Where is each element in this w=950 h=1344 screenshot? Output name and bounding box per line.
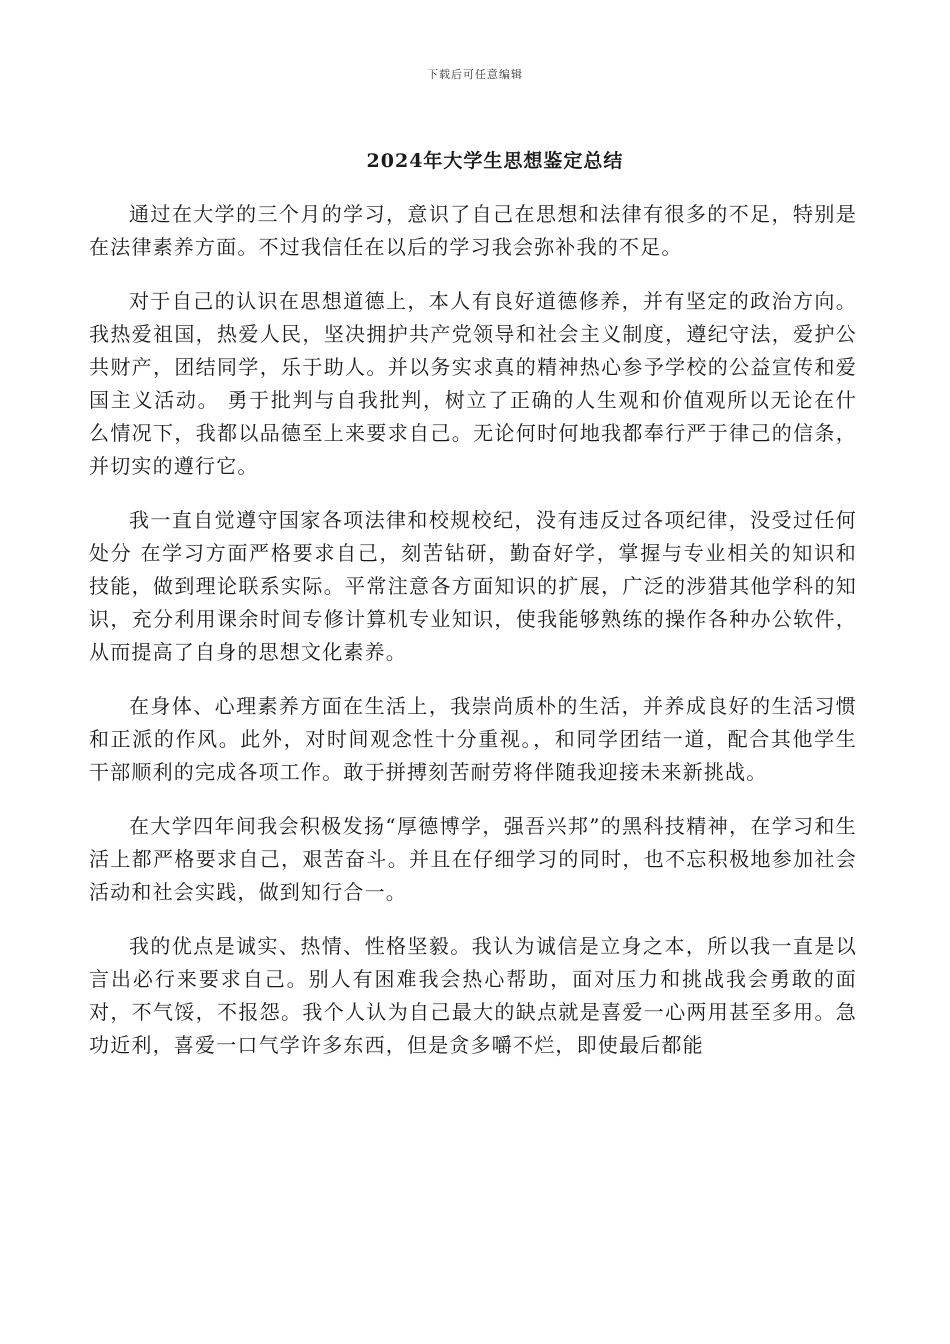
paragraph-1: 通过在大学的三个月的学习，意识了自己在思想和法律有很多的不足，特别是在法律素养方面。不过我信任在以后的学习我会弥补我的不足。 [89,202,857,259]
paragraph-3: 我一直自觉遵守国家各项法律和校规校纪，没有违反过各项纪律，没受过任何处分 在学习方面严格要求自己，刻苦钻研，勤奋好学，掌握与专业相关的知识和技能，做到理论联系实际。平常注意各方面知识的扩展，广泛的涉猎其他学科的知识，充分利用课余时间专修计算机专业知识，使我能够熟练的操作各种办公软件，从而提高了自身的思想文化素养。 [89,508,857,664]
paragraph-5: 在大学四年间我会积极发扬“厚德博学，强吾兴邦”的黑科技精神，在学习和生活上都严格要求自己，艰苦奋斗。并且在仔细学习的同时，也不忘积极地参加社会活动和社会实践，做到知行合一。 [89,814,857,904]
document-body [89,198,857,1083]
document-title: 2024年大学生思想鉴定总结 [366,150,624,172]
paragraph-6: 我的优点是诚实、热情、性格坚毅。我认为诚信是立身之本，所以我一直是以言出必行来要求自己。别人有困难我会热心帮助，面对压力和挑战我会勇敢的面对，不气馁，不报怨。我个人认为自己最大的缺点就是喜爱一心两用甚至多用。急功近利，喜爱一口气学许多东西，但是贪多嚼不烂，即使最后都能 [89,934,857,1057]
paragraph-4: 在身体、心理素养方面在生活上，我崇尚质朴的生活，并养成良好的生活习惯和正派的作风。此外，对时间观念性十分重视。，和同学团结一道，配合其他学生干部顺利的完成各项工作。敢于拼搏刻苦耐劳将伴随我迎接未来新挑战。 [89,694,857,784]
header-note: 下载后可任意编辑 [427,68,523,81]
paragraph-2: 对于自己的认识在思想道德上，本人有良好道德修养，并有坚定的政治方向。我热爱祖国，热爱人民，坚决拥护共产党领导和社会主义制度，遵纪守法，爱护公共财产，团结同学，乐于助人。并以务实求真的精神热心参予学校的公益宣传和爱国主义活动。 勇于批判与自我批判，树立了正确的人生观和价值观所以无论在什么情况下，我都以品德至上来要求自己。无论何时何地我都奉行严于律己的信条，并切实的遵行它。 [89,289,857,478]
